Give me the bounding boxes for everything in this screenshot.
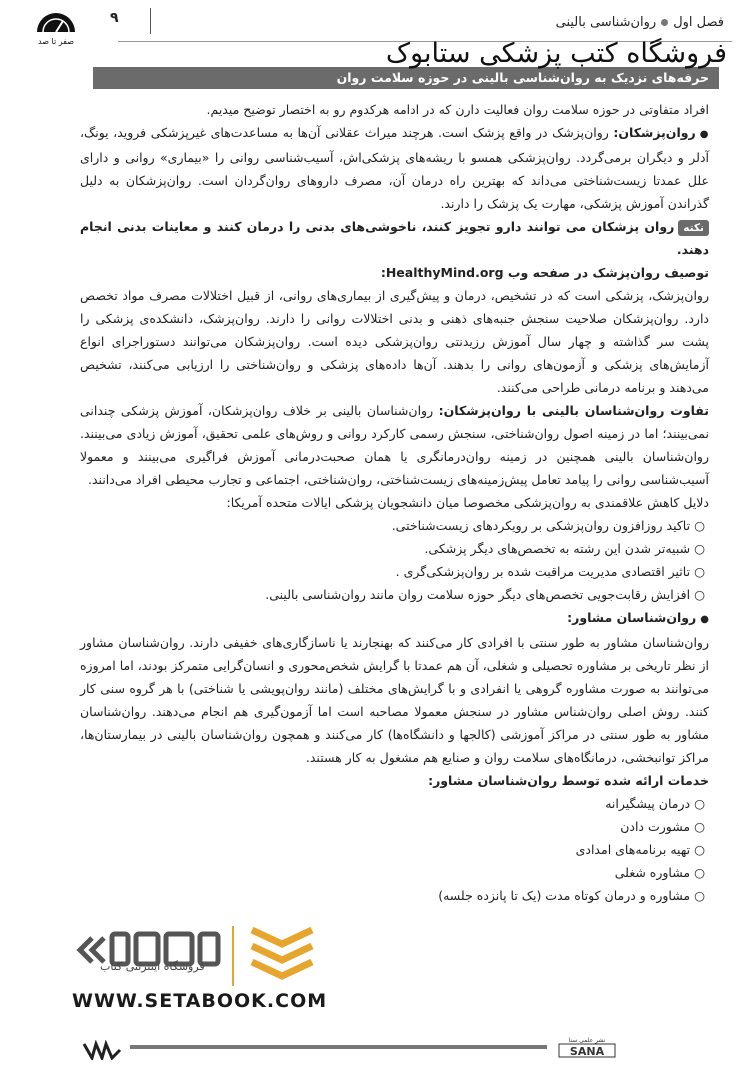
healthymind-text: روان‌پزشک، پزشکی است که در تشخیص، درمان و پیش‌گیری از بیماری‌های روانی، از قبیل اختلالات مصرف مواد تخصص دارد. روان‌پزشکان صلاحیت سنجش جنبه‌های ذهنی و بدنی اختلالات روانی را دارند. روان‌پزشک، دانشکده‌ی پزشکی را پشت سر گذاشته و چهار سال آموزش رزیدنتی روان‌پزشکی دیده است. روان‌پزشکان می‌توانند دستوراجرای انواع آزمایش‌های پزشکی و آزمون‌های روانی را بدهند. آن‌ها داده‌های پزشکی و روان‌شناختی را ارزیابی می‌کنند، تشخیص می‌دهند و برنامه درمانی طراحی می‌کنند. [80, 288, 709, 395]
list-item: ○ مشاوره شغلی [80, 861, 709, 884]
setabook-subtitle: فروشگاه اینترنتی کتاب [100, 960, 205, 973]
list-item: ○ تاکید روزافزون روان‌پزشکی بر رویکردهای زیست‌شناختی. [80, 514, 709, 537]
difference-title: تفاوت روان‌شناسان بالینی با روان‌پزشکان: [438, 403, 709, 418]
chapter-label: فصل اول [673, 14, 724, 30]
counselor-title: ● روان‌شناسان مشاور: [80, 606, 709, 631]
healthymind-title: توصیف روان‌پزشک در صفحه وب HealthyMind.org: [380, 265, 709, 280]
body-text [80, 98, 709, 907]
header-divider [150, 8, 151, 34]
svg-text:صفر تا صد: صفر تا صد [38, 37, 74, 46]
list-item: ○ درمان پیشگیرانه [80, 792, 709, 815]
watermark-title: فروشگاه کتب پزشکی ستابوک [385, 38, 727, 69]
counselor-text: روان‌شناسان مشاور به طور سنتی با افرادی کار می‌کنند که بهنجارند یا ناسازگاری‌های خفیفی دارند. روان‌شناسان مشاور از نظر تاریخی بر مشاوره تحصیلی و شغلی، آن هم عمدتا با گرایش شخص‌محوری و انسان‌گرایی متمرکز بودند، اما امروزه می‌توانند به صورت مشاوره گروهی یا انفرادی و با گرایش‌های مختلف (مانند روان‌پویشی یا شناختی) با هر گروه سنی کار کنند. روش اصلی روان‌شناس مشاور در سنجش معمولا مصاحبه است اما آزمون‌گیری هم انجام می‌دهند. روان‌شناسان مشاور به طور سنتی در مراکز آموزشی (کالجها و دانشگاه‌ها) کار می‌کنند و همچون روان‌شناسان بالینی در بیمارستان‌ها، مراکز توانبخشی، درمانگاه‌های سلامت روان و صنایع هم مشغول به کار هستند. [80, 635, 709, 765]
note-tag: نکته [678, 220, 709, 236]
difference-paragraph [80, 399, 709, 491]
difference-text: روان‌شناسان بالینی بر خلاف روان‌پزشکان، آموزش پزشکی چندانی نمی‌بینند؛ اما در زمینه اصول روان‌شناختی، سنجش رسمی کارکرد روانی و روش‌های علمی تحقیق، آموزش زیادی می‌بینند. روان‌شناسان بالینی همچنین در زمینه روان‌درمانگری یا همان صحبت‌درمانی آموزش فراگیری می‌بینند و معمولا آسیب‌شناسی روانی را پیامد تعامل پیش‌زمینه‌های زیست‌شناختی، روان‌شناختی، اجتماعی و تجارب محیطی افراد می‌دانند. [80, 403, 709, 487]
separator-dot-icon [661, 19, 668, 26]
reasons-title: دلایل کاهش علاقمندی به روان‌پزشکی مخصوصا میان دانشجویان پزشکی ایالات متحده آمریکا: [226, 495, 709, 510]
footer-rule [130, 1045, 547, 1049]
page-number: ۹ [110, 10, 119, 26]
list-item: ○ مشاوره و درمان کوتاه مدت (یک تا پانزده جلسه) [80, 884, 709, 907]
subject-label: روان‌شناسی بالینی [555, 14, 657, 30]
setabook-url: WWW.SETABOOK.COM [72, 990, 328, 1012]
list-item: ○ تاثیر اقتصادی مدیریت مراقبت شده بر روان‌پزشکی‌گری . [80, 560, 709, 583]
list-item: ○ تهیه برنامه‌های امدادی [80, 838, 709, 861]
page-header [30, 8, 732, 36]
section-heading: حرفه‌های نزدیک به روان‌شناسی بالینی در حوزه سلامت روان [93, 67, 719, 89]
note-text: روان پزشکان می توانند دارو تجویز کنند، ناخوشی‌های بدنی را درمان کنند و معاینات بدنی انجام دهند. [80, 219, 709, 257]
psychiatrist-text: روان‌پزشک در واقع پزشک است. هرچند میراث عقلانی آن‌ها به مساعدت‌های غیرپزشکی فروید، یونگ، آدلر و دیگران برمی‌گردد. روان‌پزشکی همسو با ریشه‌های پزشکی‌اش، آسیب‌شناسی روانی را «بیماری» روانی و دارای علل عمدتا زیست‌شناختی می‌داند که بهترین راه درمان آن، مصرف داروهای روان‌گردان است. روان‌پزشکان به دلیل گذراندن آموزش پزشکی، مهارت یک پزشک را دارند. [80, 125, 709, 211]
list-item: ○ مشورت دادن [80, 815, 709, 838]
psychiatrist-paragraph [80, 121, 709, 215]
footer-ornament-icon [82, 1040, 122, 1060]
sana-logo-text: SANA [569, 1045, 605, 1058]
list-item: ○ افزایش رقابت‌جویی تخصص‌های دیگر حوزه سلامت روان مانند روان‌شناسی بالینی. [80, 583, 709, 606]
list-item: ○ شبیه‌تر شدن این رشته به تخصص‌های دیگر پزشکی. [80, 537, 709, 560]
intro-paragraph: افراد متفاوتی در حوزه سلامت روان فعالیت دارن که در ادامه هرکدوم رو به اختصار توضیح میدیم. [206, 102, 709, 117]
psychiatrist-title: روان‌پزشکان: [613, 125, 696, 140]
sana-logo [555, 1034, 620, 1058]
sana-logo-sub: نشر علمی سنا [568, 1037, 606, 1044]
services-title: خدمات ارائه شده توسط روان‌شناسان مشاور: [428, 773, 709, 788]
note-paragraph [80, 215, 709, 261]
